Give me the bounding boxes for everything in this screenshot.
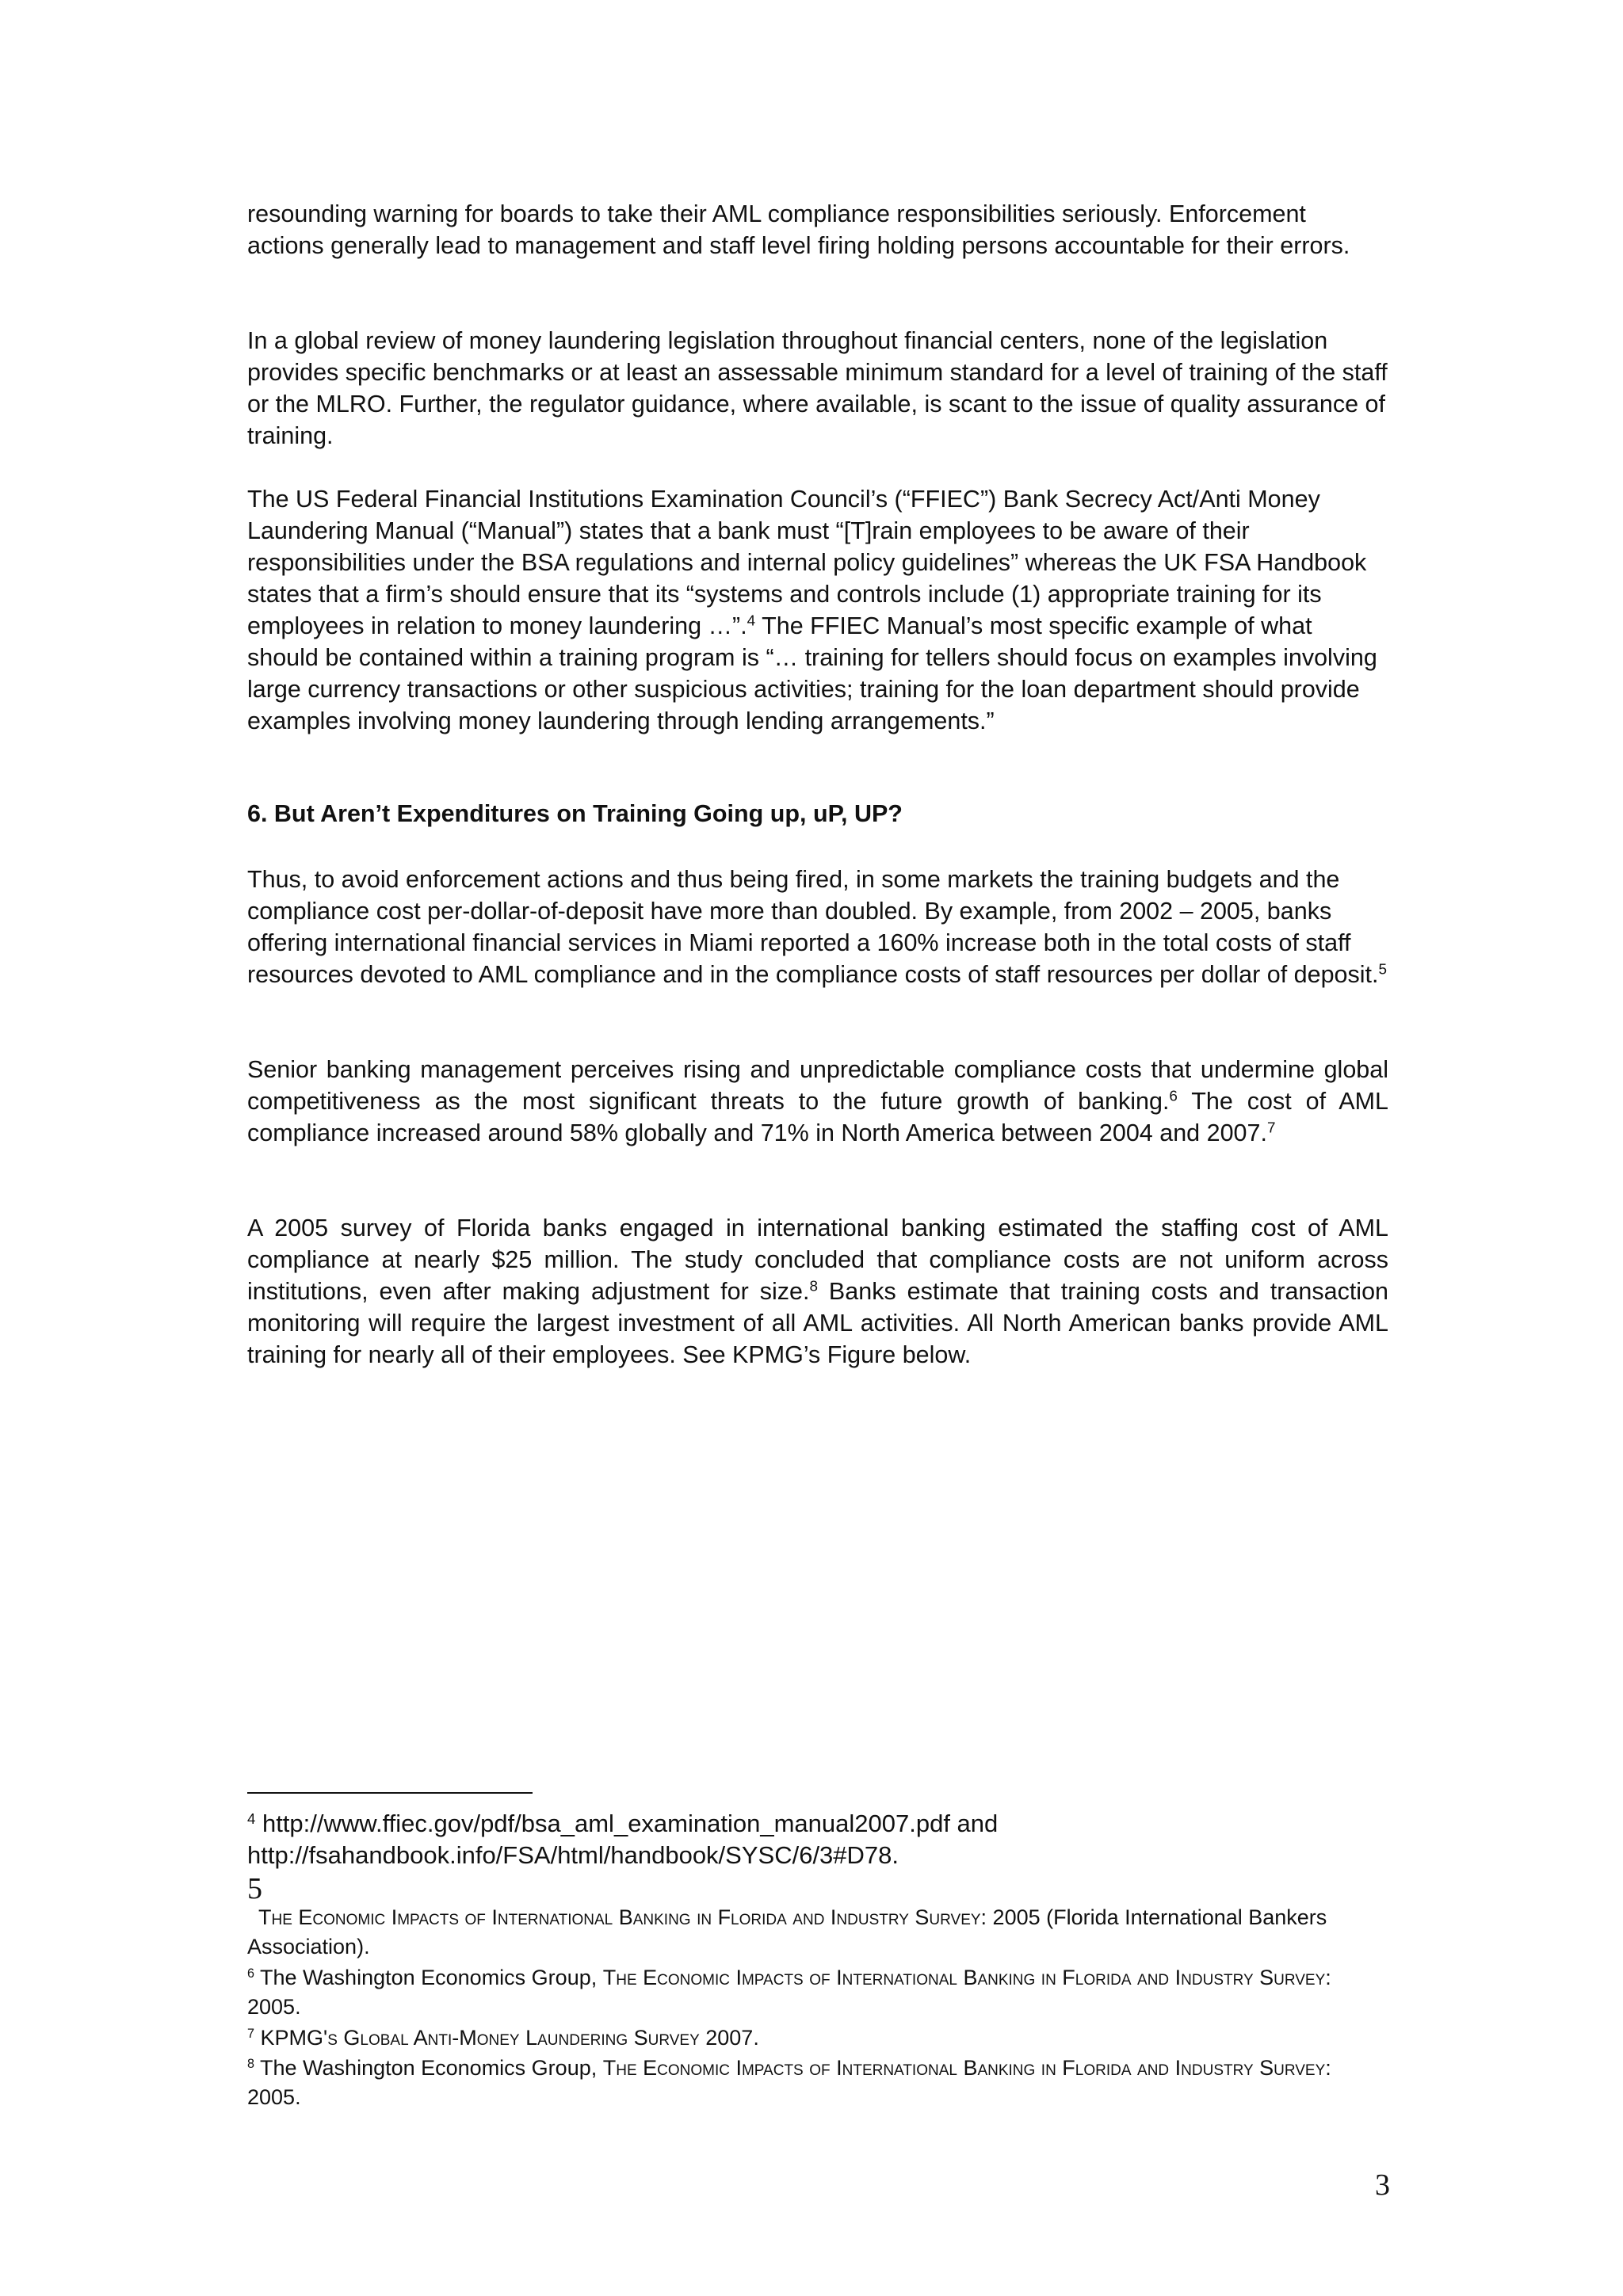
footnote-separator xyxy=(247,1792,533,1794)
paragraph-global-review xyxy=(247,325,1388,452)
footnote-text-part: The Washington Economics Group, xyxy=(254,2056,603,2080)
paragraph-senior-management xyxy=(247,1054,1388,1149)
paragraph-text-part: Thus, to avoid enforcement actions and thus being fired, in some markets the training budgets and the compliance cost per-dollar-of-deposit have more than doubled. By example, from 2002 – 2005, banks offering international financial services in Miami reported a 160% increase both in the total costs of staff resources devoted to AML compliance and in the compliance costs of staff resources per dollar of deposit. xyxy=(247,866,1379,988)
footnote-number: 8 xyxy=(247,2057,255,2072)
paragraph-text xyxy=(247,1054,1388,1149)
footnote-number: 5 xyxy=(247,1872,262,1905)
footnote-text-part: : 2005. xyxy=(247,1966,1331,2019)
paragraph-text xyxy=(247,1212,1388,1371)
footnote-title: The Economic Impacts of International Banking in Florida and Industry Survey xyxy=(602,1966,1326,1989)
paragraph-text xyxy=(247,864,1388,990)
footnote-reference[interactable]: 4 xyxy=(747,612,756,630)
footnote-text[interactable]: http://www.ffiec.gov/pdf/bsa_aml_examination_manual2007.pdf and http://fsahandbook.info/FSA/html/handbook/SYSC/6/3#D78. xyxy=(247,1810,999,1869)
footnote-reference[interactable]: 8 xyxy=(809,1278,818,1295)
footnote-8 xyxy=(247,2054,1388,2112)
paragraph-text: resounding warning for boards to take their AML compliance responsibilities seriously. Enforcement actions generally lead to management and staff level firing holding persons accountable for their errors. xyxy=(247,200,1350,259)
footnote-text-part: : 2005 (Florida International Bankers Association). xyxy=(247,1905,1327,1958)
footnote-reference[interactable]: 7 xyxy=(1266,1119,1276,1137)
paragraph-florida-survey xyxy=(247,1212,1388,1371)
paragraph-text-part: Senior banking management perceives rising and unpredictable compliance costs that undermine global competitiveness as the most significant threats to the future growth of banking. xyxy=(247,1056,1388,1115)
footnote-text-part: The Washington Economics Group, xyxy=(254,1966,603,1989)
paragraph-aml-warning xyxy=(247,198,1388,261)
footnote-6 xyxy=(247,1963,1388,2022)
footnote-text-part: : 2005. xyxy=(247,2056,1331,2109)
footnote-title: The Economic Impacts of International Banking in Florida and Industry Survey xyxy=(602,2056,1326,2080)
footnote-number: 6 xyxy=(247,1966,255,1981)
paragraph-text: In a global review of money laundering legislation throughout financial centers, none of the legislation provides specific benchmarks or at least an assessable minimum standard for a level of training of the staff or the MLRO. Further, the regulator guidance, where available, is scant to the issue of quality assurance of training. xyxy=(247,327,1388,449)
paragraph-text-part: The cost of AML compliance increased around 58% globally and 71% in North America between 2004 and 2007. xyxy=(247,1088,1388,1146)
paragraph-training-budgets xyxy=(247,864,1388,990)
footnote-reference[interactable]: 6 xyxy=(1169,1088,1178,1105)
footnote-title: The Economic Impacts of International Banking in Florida and Industry Survey xyxy=(258,1905,981,1929)
footnote-text-part: 2007. xyxy=(699,2026,759,2050)
footnote-title: KPMG's Global Anti-Money Laundering Survey xyxy=(260,2026,700,2050)
footnote-reference[interactable]: 5 xyxy=(1378,961,1388,978)
section-heading-6: 6. But Aren’t Expenditures on Training Going up, uP, UP? xyxy=(247,800,903,827)
paragraph-text xyxy=(247,483,1388,737)
paragraph-text-part: The US Federal Financial Institutions Examination Council’s (“FFIEC”) Bank Secrecy Act/Anti Money Laundering Manual (“Manual”) states that a bank must “[T]rain employees to be aware of their responsibilities under the BSA regulations and internal policy guidelines” whereas the UK FSA Handbook states that a firm’s should ensure that its “systems and controls include (1) appropriate training for its employees in relation to money laundering …”. xyxy=(247,486,1367,639)
paragraph-text-part: A 2005 survey of Florida banks engaged in international banking estimated the staffing cost of AML compliance at nearly $25 million. The study concluded that compliance costs are not uniform across institutions, even after making adjustment for size. xyxy=(247,1215,1388,1305)
page-number: 3 xyxy=(1375,2168,1390,2202)
footnote-text xyxy=(247,1905,1327,1958)
paragraph-text-part: Banks estimate that training costs and transaction monitoring will require the largest investment of all AML activities. All North American banks provide AML training for nearly all of their employees. See KPMG’s Figure below. xyxy=(247,1278,1389,1368)
footnote-5 xyxy=(247,1872,1388,1962)
footnote-4 xyxy=(247,1808,1388,1871)
paragraph-ffiec-manual xyxy=(247,483,1388,737)
footnote-number: 7 xyxy=(247,2027,255,2042)
footnote-number: 4 xyxy=(247,1810,256,1827)
footnote-7 xyxy=(247,2023,1388,2053)
paragraph-text-part: The FFIEC Manual’s most specific example of what should be contained within a training program is “… training for tellers should focus on examples involving large currency transactions or other suspicious activities; training for the loan department should provide examples involving money laundering through lending arrangements.” xyxy=(247,612,1377,734)
